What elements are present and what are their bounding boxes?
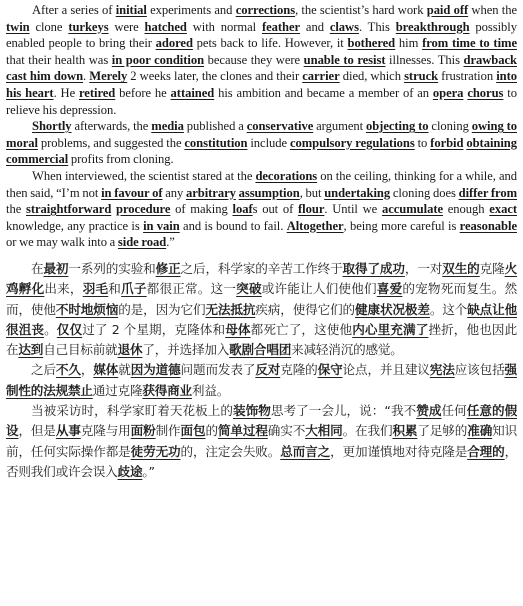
keyword: 准确 [467,423,493,439]
keyword: attained [170,85,215,100]
keyword: 喜爱 [376,281,403,297]
keyword: moral [6,135,38,150]
keyword: 简单过程 [217,423,268,439]
keyword: accumulate [381,202,444,217]
keyword: 双生的 [442,260,480,276]
keyword: 修正 [155,260,181,276]
keyword: 总而言之 [280,443,331,459]
keyword: 健康状况极差 [355,301,430,317]
keyword: straightforward [25,202,112,217]
keyword: 爪子 [121,281,147,297]
keyword: 任意的假设 [6,402,517,439]
keyword: struck [404,69,439,84]
keyword: 获得商业 [142,382,192,398]
keyword: 缺点让他很沮丧 [6,301,518,337]
keyword: 积累 [392,423,418,439]
english-paragraph-1: After a series of initial experiments and corrections, the scientist’s hard work paid off when the twin clone turkeys were hatched with normal feather and claws. This breakthrough possibly enabled people to bring their adored pets back to life. However, it bothered him from time to time that their health was in poor condition because they were unable to resist illnesses. This drawback cast him down. Merely 2 weeks later, the clones and their carrier died, which struck frustration into his heart. He retired before he attained his ambition and became a member of an opera chorus to relieve his depression. [6,3,518,117]
keyword: feather [261,19,301,34]
keyword: claws [329,19,359,34]
keyword: breakthrough [395,19,470,34]
keyword: conservative [246,119,314,134]
keyword: hatched [144,19,187,34]
keyword: decorations [255,168,318,183]
keyword: 达到 [18,342,44,358]
keyword: 合理的 [467,443,505,459]
keyword: 赞成 [416,402,442,418]
keyword: media [151,119,184,134]
keyword: 火鸡孵化 [6,260,517,297]
keyword: 面粉 [130,423,156,439]
keyword: procedure [116,202,171,217]
keyword: turkeys [68,19,109,34]
keyword: drawback [463,52,517,67]
english-passage [6,2,517,251]
keyword: Shortly [32,119,72,134]
keyword: commercial [6,152,69,167]
keyword: owing to [471,119,518,134]
keyword: paid off [426,3,469,17]
keyword: side road [117,235,167,250]
keyword: 无法抵抗 [205,301,256,317]
keyword: 歧途 [117,463,143,479]
keyword: 媒体 [93,362,119,378]
keyword: in vain [143,218,180,233]
keyword: twin [6,19,30,34]
keyword: corrections [235,3,296,17]
chinese-paragraph-3: 当被采访时，科学家盯着天花板上的装饰物思考了一会儿，说：“我不赞成任何任意的假设，但是从事克隆与用面粉制作面包的简单过程确实不大相同。在我们积累了足够的准确知识前，任何实际操作都是徒劳无功的，注定会失败。总而言之，更加谨慎地对待克隆是合理的，否则我们或许会误入歧途。” [6,402,518,479]
keyword: 退休 [117,342,143,358]
keyword: arbitrary [185,185,236,200]
keyword: objecting to [365,119,429,134]
keyword: 取得了成功 [342,260,405,276]
chinese-translation [6,259,517,482]
keyword: 最初 [43,260,69,276]
keyword: into his heart [6,69,517,100]
keyword: Merely [89,69,128,84]
english-paragraph-3: When interviewed, the scientist stared at the decorations on the ceiling, thinking for a while, and then said, “I’m not in favour of any arbitrary assumption, but undertaking cloning does differ from the straightforward procedure of making loafs out of flour. Until we accumulate enough exact knowledge, any practice is in vain and is bound to fail. Altogether, being more careful is reasonable or we may walk into a side road.” [6,168,518,250]
keyword: in poor condition [111,52,205,67]
keyword: 歌剧合唱团 [229,342,292,358]
keyword: 母体 [225,321,251,337]
keyword: 保守 [317,362,343,378]
keyword: initial [115,3,147,17]
keyword: assumption [238,185,300,200]
keyword: from time to time [422,36,517,51]
keyword: compulsory regulations [289,135,415,150]
keyword: 仅仅 [56,321,83,337]
keyword: 因为道德 [130,362,181,378]
keyword: bothered [347,36,396,51]
keyword: carrier [302,69,340,84]
keyword: 徒劳无功 [130,443,181,459]
keyword: adored [155,36,193,51]
keyword: 大相同 [305,423,343,439]
keyword: constitution [184,135,248,150]
keyword: 强制性的法规禁止 [6,362,517,398]
keyword: loaf [232,202,253,217]
keyword: 面包 [180,423,206,439]
keyword: unable to resist [303,52,386,67]
keyword: cast him down [6,69,84,84]
chinese-paragraph-1: 在最初一系列的实验和修正之后，科学家的辛苦工作终于取得了成功，一对双生的克隆火鸡孵化出来，羽毛和爪子都很正常。这一突破或许能让人们使他们喜爱的宠物死而复生。然而，使他不时地烦恼的是，因为它们无法抵抗疾病，使得它们的健康状况极差。这个缺点让他很沮丧。仅仅过了 2 个星期，克隆体和母体都死亡了，这使他内心里充满了挫折，他也因此在达到自己目标前就退休了，并选择加入歌剧合唱团来减轻消沉的感觉。 [6,260,518,358]
keyword: 羽毛 [82,281,109,297]
keyword: reasonable [459,218,517,233]
section-gap [6,251,517,259]
keyword: retired [79,85,116,100]
chinese-paragraph-2: 之后不久，媒体就因为道德问题而发表了反对克隆的保守论点，并且建议宪法应该包括强制性的法规禁止通过克隆获得商业利益。 [6,362,517,398]
keyword: 从事 [55,423,81,439]
keyword: 不久 [55,362,81,378]
keyword: exact [489,202,518,217]
keyword: 宪法 [429,362,455,378]
keyword: opera [432,85,464,100]
keyword: undertaking [324,185,391,200]
keyword: 装饰物 [232,402,271,418]
keyword: chorus [467,85,504,100]
keyword: 不时地烦恼 [55,301,119,317]
keyword: differ from [458,185,518,200]
keyword: 突破 [236,281,262,297]
keyword: obtaining [466,135,518,150]
keyword: flour [298,202,325,217]
keyword: 反对 [255,362,281,378]
keyword: 内心里充满了 [352,321,429,337]
english-paragraph-2: Shortly afterwards, the media published a conservative argument objecting to cloning owing to moral problems, and suggested the constitution include compulsory regulations to forbid obtaining commercial profits from cloning. [6,119,518,167]
keyword: in favour of [101,185,163,200]
keyword: forbid [430,135,464,150]
keyword: Altogether [286,218,344,233]
